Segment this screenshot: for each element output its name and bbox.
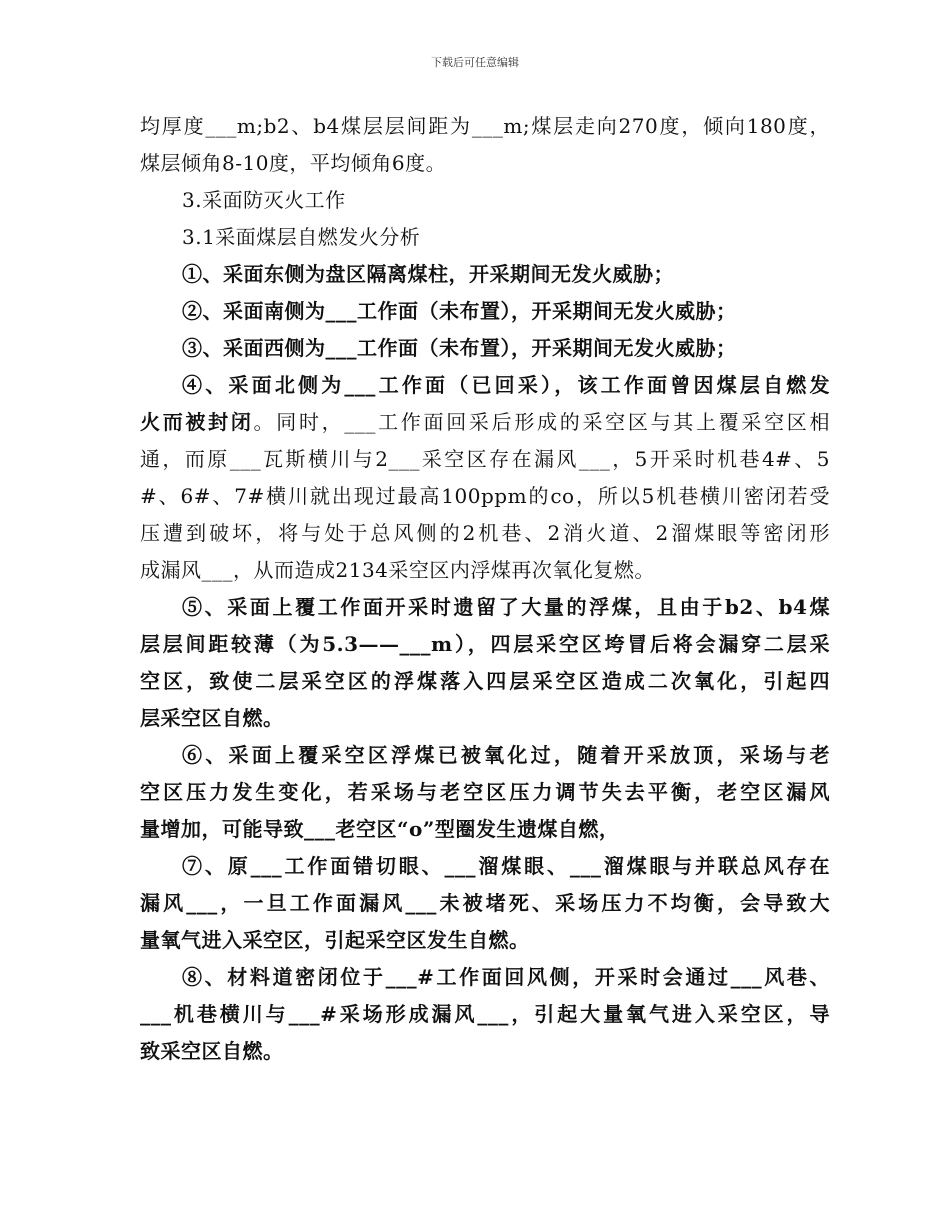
paragraph-line: 煤层倾角8-10度，平均倾角6度。	[140, 151, 447, 175]
list-item-6-line: 量增加，可能导致___老空区“o”型圈发生遗煤自燃，	[140, 817, 620, 841]
list-item-4-line: 通，而原___瓦斯横川与2___采空区存在漏风___，5开采时机巷4#、5	[140, 447, 830, 471]
section-heading-3: 3.采面防灭火工作	[182, 188, 346, 212]
list-item-3: ③、采面西侧为___工作面（未布置），开采期间无发火威胁；	[182, 336, 737, 360]
list-item-6-line: ⑥、采面上覆采空区浮煤已被氧化过，随着开采放顶，采场与老	[182, 743, 830, 767]
text-fragment: 。同时，___工作面回采后形成的采空区与其上覆采空区相	[253, 410, 831, 434]
list-item-4-line: 压遭到破坏，将与处于总风侧的2机巷、2消火道、2溜煤眼等密闭形	[140, 521, 830, 545]
paragraph-line: 均厚度___m;b2、b4煤层层间距为___m;煤层走向270度，倾向180度，	[140, 114, 830, 138]
list-item-7-line: 量氧气进入采空区，引起采空区发生自燃。	[140, 928, 530, 952]
list-item-5-line: 空区，致使二层采空区的浮煤落入四层采空区造成二次氧化，引起四	[140, 669, 830, 693]
list-item-2: ②、采面南侧为___工作面（未布置），开采期间无发火威胁；	[182, 299, 737, 323]
list-item-8-line: ___机巷横川与___#采场形成漏风___，引起大量氧气进入采空区，导	[140, 1002, 830, 1026]
list-item-4-line: #、6#、7#横川就出现过最高100ppm的co，所以5机巷横川密闭若受	[140, 484, 830, 508]
list-item-4-line	[140, 404, 830, 441]
list-item-7-line: 漏风___，一旦工作面漏风___未被堵死、采场压力不均衡，会导致大	[140, 891, 830, 915]
bold-fragment: 火而被封闭	[140, 410, 254, 434]
list-item-4-line: ④、采面北侧为___工作面（已回采），该工作面曾因煤层自燃发	[182, 373, 830, 397]
list-item-8-line: ⑧、材料道密闭位于___#工作面回风侧，开采时会通过___风巷、	[182, 965, 830, 989]
list-item-6-line: 空区压力发生变化，若采场与老空区压力调节失去平衡，老空区漏风	[140, 780, 830, 804]
list-item-5-line: ⑤、采面上覆工作面开采时遗留了大量的浮煤，且由于b2、b4煤	[182, 595, 830, 619]
list-item-8-line: 致采空区自燃。	[140, 1039, 284, 1063]
list-item-4-line: 成漏风___，从而造成2134采空区内浮煤再次氧化复燃。	[140, 558, 655, 582]
section-heading-3-1: 3.1采面煤层自燃发火分析	[182, 225, 421, 249]
list-item-5-line: 层采空区自燃。	[140, 706, 284, 730]
list-item-1: ①、采面东侧为盘区隔离煤柱，开采期间无发火威胁；	[182, 262, 674, 286]
document-body	[140, 108, 830, 1070]
list-item-5-line: 层层间距较薄（为5.3——___m），四层采空区垮冒后将会漏穿二层采	[140, 632, 830, 656]
page-header: 下载后可任意编辑	[431, 56, 519, 69]
list-item-7-line: ⑦、原___工作面错切眼、___溜煤眼、___溜煤眼与并联总风存在	[182, 854, 830, 878]
